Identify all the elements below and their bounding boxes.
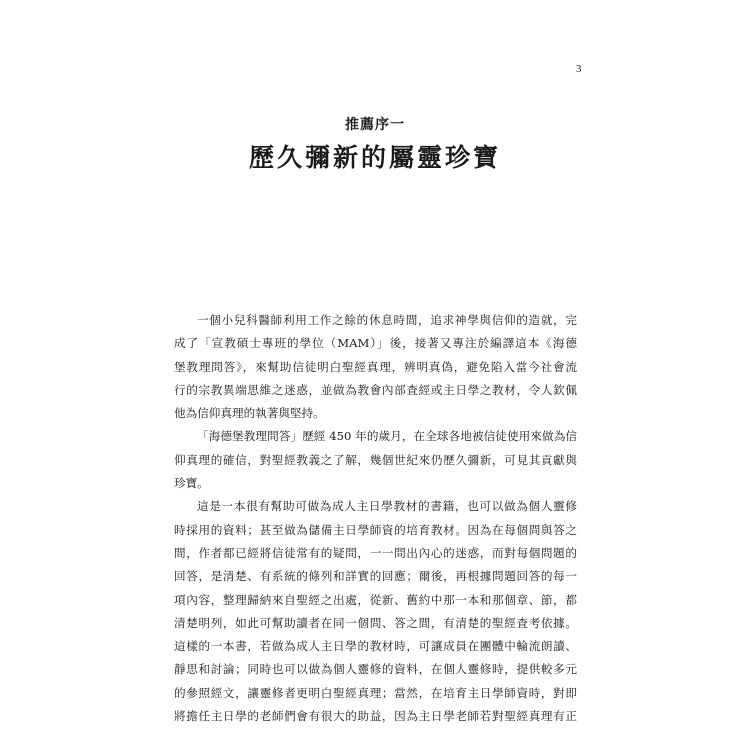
text-line: 的參照經文，讓靈修者更明白聖經真理；當然，在培育主日學師資時，對即 (174, 685, 577, 700)
page-title: 歷久彌新的屬靈珍寶 (248, 143, 501, 172)
text-line: 回答，是清楚、有系統的條列和詳實的回應；爾後，再根據問題回答的每一 (174, 569, 577, 584)
text-line: 項內容，整理歸納來自聖經之出處，從新、舊約中那一本和那個章、節，都 (174, 592, 577, 607)
text-line: 靜思和討論；同時也可以做為個人靈修的資料，在個人靈修時，提供較多元 (174, 662, 577, 677)
text-line: 仰真理的確信，對聖經教義之了解，幾個世紀來仍歷久彌新，可見其貢獻與 (174, 452, 577, 467)
text-line: 行的宗教異端思維之迷惑，並做為教會內部査經或主日學之教材，令人欽佩 (174, 382, 577, 397)
text-line: 他為信仰真理的執著與堅持。 (174, 406, 325, 421)
text-line: 珍寶。 (174, 476, 209, 491)
text-line: 一個小兒科醫師利用工作之餘的休息時間，追求神學與信仰的造就，完 (197, 313, 577, 327)
text-line: 這是一本很有幫助可做為成人主日學教材的書籍，也可以做為個人靈修 (197, 499, 577, 514)
text-line: 成了「宣教碩士專班的學位（MAM）」後，接著又專注於編譯這本《海德 (174, 336, 577, 351)
page-number: 3 (576, 63, 582, 75)
body-text (174, 309, 577, 728)
text-line: 這樣的一本書，若做為成人主日學的教材時，可讓成員在團體中輪流朗讀、 (174, 639, 577, 654)
text-line: 時採用的資料；甚至做為儲備主日學師資的培育教材。因為在每個問與答之 (174, 522, 577, 537)
text-line: 將擔任主日學的老師們會有很大的助益，因為主日學老師若對聖經真理有正 (174, 709, 577, 724)
text-line: 堡教理問答》，來幫助信徒明白聖經真理，辨明真偽，避免陷入當今社會流 (174, 359, 577, 374)
text-line: 「海德堡教理問答」歷經 450 年的歲月，在全球各地被信徒使用來做為信 (197, 429, 577, 444)
section-label: 推薦序一 (345, 117, 405, 133)
text-line: 清楚明列，如此可幫助讀者在同一個問、答之間，有清楚的聖經査考依據。 (174, 615, 577, 630)
text-line: 間，作者都已經將信徒常有的疑問，一一問出內心的迷惑，而對每個問題的 (174, 545, 577, 560)
